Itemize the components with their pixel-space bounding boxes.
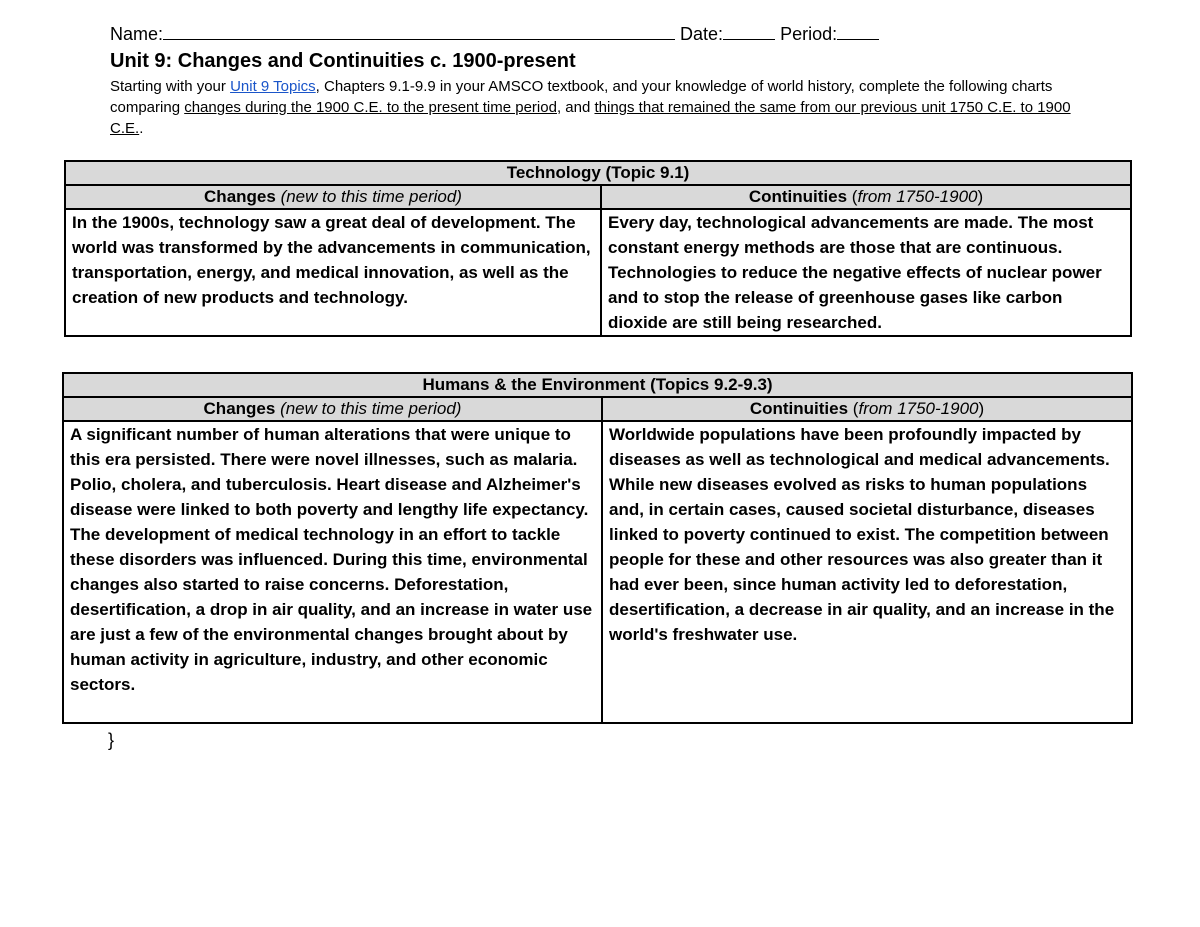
changes-cell[interactable]: In the 1900s, technology saw a great deal of development. The world was transformed by the advancements in communication, transportation, energy, and medical innovation, as well as the creation of new products and technology. [65, 209, 601, 336]
intro-text-4: . [139, 120, 144, 137]
changes-header [63, 397, 602, 421]
name-blank[interactable] [163, 22, 675, 40]
changes-cell[interactable]: A significant number of human alterations that were unique to this era persisted. There were novel illnesses, such as malaria. Polio, cholera, and tuberculosis. Heart disease and Alzheimer's disease were linked to both poverty and lengthy life expectancy. The development of medical technology in an effort to tackle these disorders was influenced. During this time, environmental changes also started to raise concerns. Deforestation, desertification, a drop in air quality, and an increase in water use are just a few of the environmental changes brought about by human activity in agriculture, industry, and other economic sectors. [63, 421, 602, 723]
intro-underline-2: things that remained the same from our previous unit 1750 C.E. to 1900 C.E. [110, 99, 1071, 137]
page-title: Unit 9: Changes and Continuities c. 1900-present [110, 50, 576, 72]
period-label: Period: [780, 24, 838, 44]
date-blank[interactable] [723, 22, 775, 40]
changes-head-label: Changes [204, 187, 276, 206]
continuities-paren-close: ) [978, 399, 985, 418]
intro-underline-1: changes during the 1900 C.E. to the present time period [184, 99, 557, 116]
continuities-head-note: from 1750-1900 [857, 187, 978, 206]
continuities-head-label: Continuities [749, 399, 849, 418]
continuities-paren-open: ( [852, 399, 859, 418]
intro-text-2: , Chapters 9.1-9.9 in your AMSCO textbook, and your knowledge of world history, complete the following charts comparing [110, 78, 1053, 116]
changes-head-label: Changes [203, 399, 276, 418]
header-line [110, 22, 879, 46]
continuities-cell[interactable]: Worldwide populations have been profoundly impacted by diseases as well as technological and medical advancements. While new diseases evolved as risks to human populations and, in certain cases, caused societal disturbance, diseases linked to poverty continued to exist. The competition between people for these and other resources was also greater than it had ever been, since human activity led to deforestation, desertification, a decrease in air quality, and an increase in the world's freshwater use. [602, 421, 1132, 723]
unit-topics-link[interactable]: Unit 9 Topics [230, 78, 316, 95]
instructions [110, 76, 1090, 139]
continuities-paren-open: ( [851, 187, 858, 206]
continuities-cell[interactable]: Every day, technological advancements are made. The most constant energy methods are those that are continuous. Technologies to reduce the negative effects of nuclear power and to stop the release of greenhouse gases like carbon dioxide are still being researched. [601, 209, 1131, 336]
table-title: Humans & the Environment (Topics 9.2-9.3) [63, 373, 1132, 397]
humans-environment-table [62, 372, 1133, 724]
changes-head-note: (new to this time period) [280, 399, 462, 418]
continuities-head-label: Continuities [748, 187, 848, 206]
date-label: Date: [680, 24, 724, 44]
continuities-head-note: from 1750-1900 [858, 399, 979, 418]
continuities-paren-close: ) [977, 187, 984, 206]
period-blank[interactable] [837, 22, 879, 40]
continuities-header [602, 397, 1132, 421]
intro-text-1: Starting with your [110, 78, 231, 95]
technology-table [64, 160, 1132, 337]
intro-text-3: , and [556, 99, 595, 116]
trailing-brace: } [108, 730, 115, 750]
name-label: Name: [110, 24, 164, 44]
continuities-header [601, 185, 1131, 209]
changes-header [65, 185, 601, 209]
table-title: Technology (Topic 9.1) [65, 161, 1131, 185]
changes-head-note: (new to this time period) [280, 187, 462, 206]
